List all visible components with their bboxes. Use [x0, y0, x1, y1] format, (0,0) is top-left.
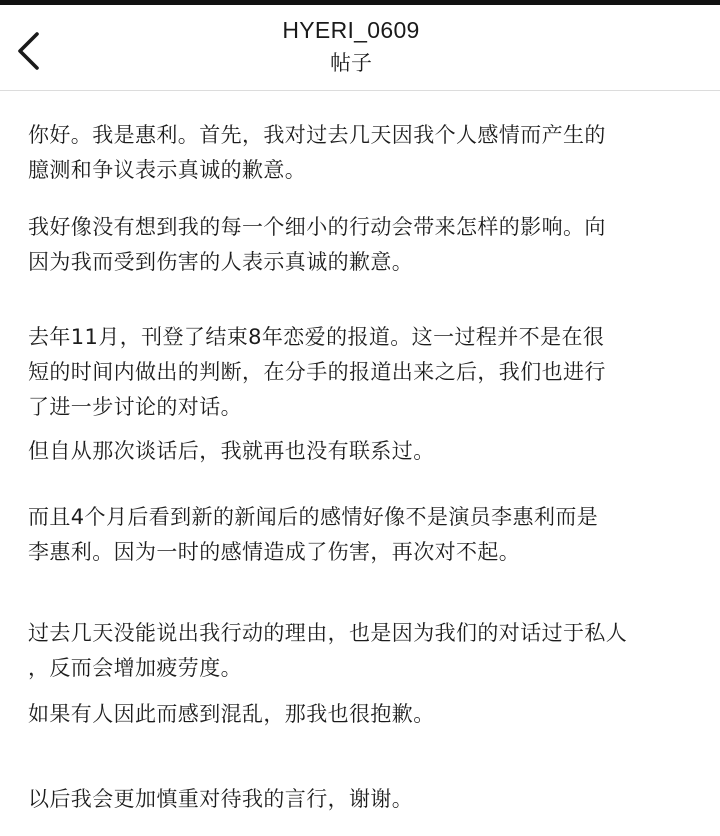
header-subtitle: 帖子: [330, 51, 372, 75]
post-header: [0, 5, 720, 90]
post-body: [0, 91, 720, 836]
post-paragraph-3: 去年11月，刊登了结束8年恋爱的报道。这一过程并不是在很 短的时间内做出的判断，在分手的报道出来之后，我们也进行 了进一步讨论的对话。: [28, 325, 606, 419]
post-paragraph-7: 如果有人因此而感到混乱，那我也很抱歉。: [28, 702, 435, 726]
post-paragraph-5: 而且4个月后看到新的新闻后的感情好像不是演员李惠利而是 李惠利。因为一时的感情造成了伤害，再次对不起。: [28, 505, 599, 564]
post-paragraph-4: 但自从那次谈话后，我就再也没有联系过。: [28, 439, 435, 463]
header-titles: [0, 15, 720, 78]
header-username[interactable]: HYERI_0609: [282, 17, 420, 43]
post-paragraph-8: 以后我会更加慎重对待我的言行，谢谢。: [28, 787, 414, 811]
post-paragraph-6: 过去几天没能说出我行动的理由，也是因为我们的对话过于私人 ，反而会增加疲劳度。: [28, 621, 628, 680]
post-paragraph-1: 你好。我是惠利。首先，我对过去几天因我个人感情而产生的 臆测和争议表示真诚的歉意。: [28, 123, 606, 182]
post-paragraph-2: 我好像没有想到我的每一个细小的行动会带来怎样的影响。向 因为我而受到伤害的人表示真诚的歉意。: [28, 215, 606, 274]
